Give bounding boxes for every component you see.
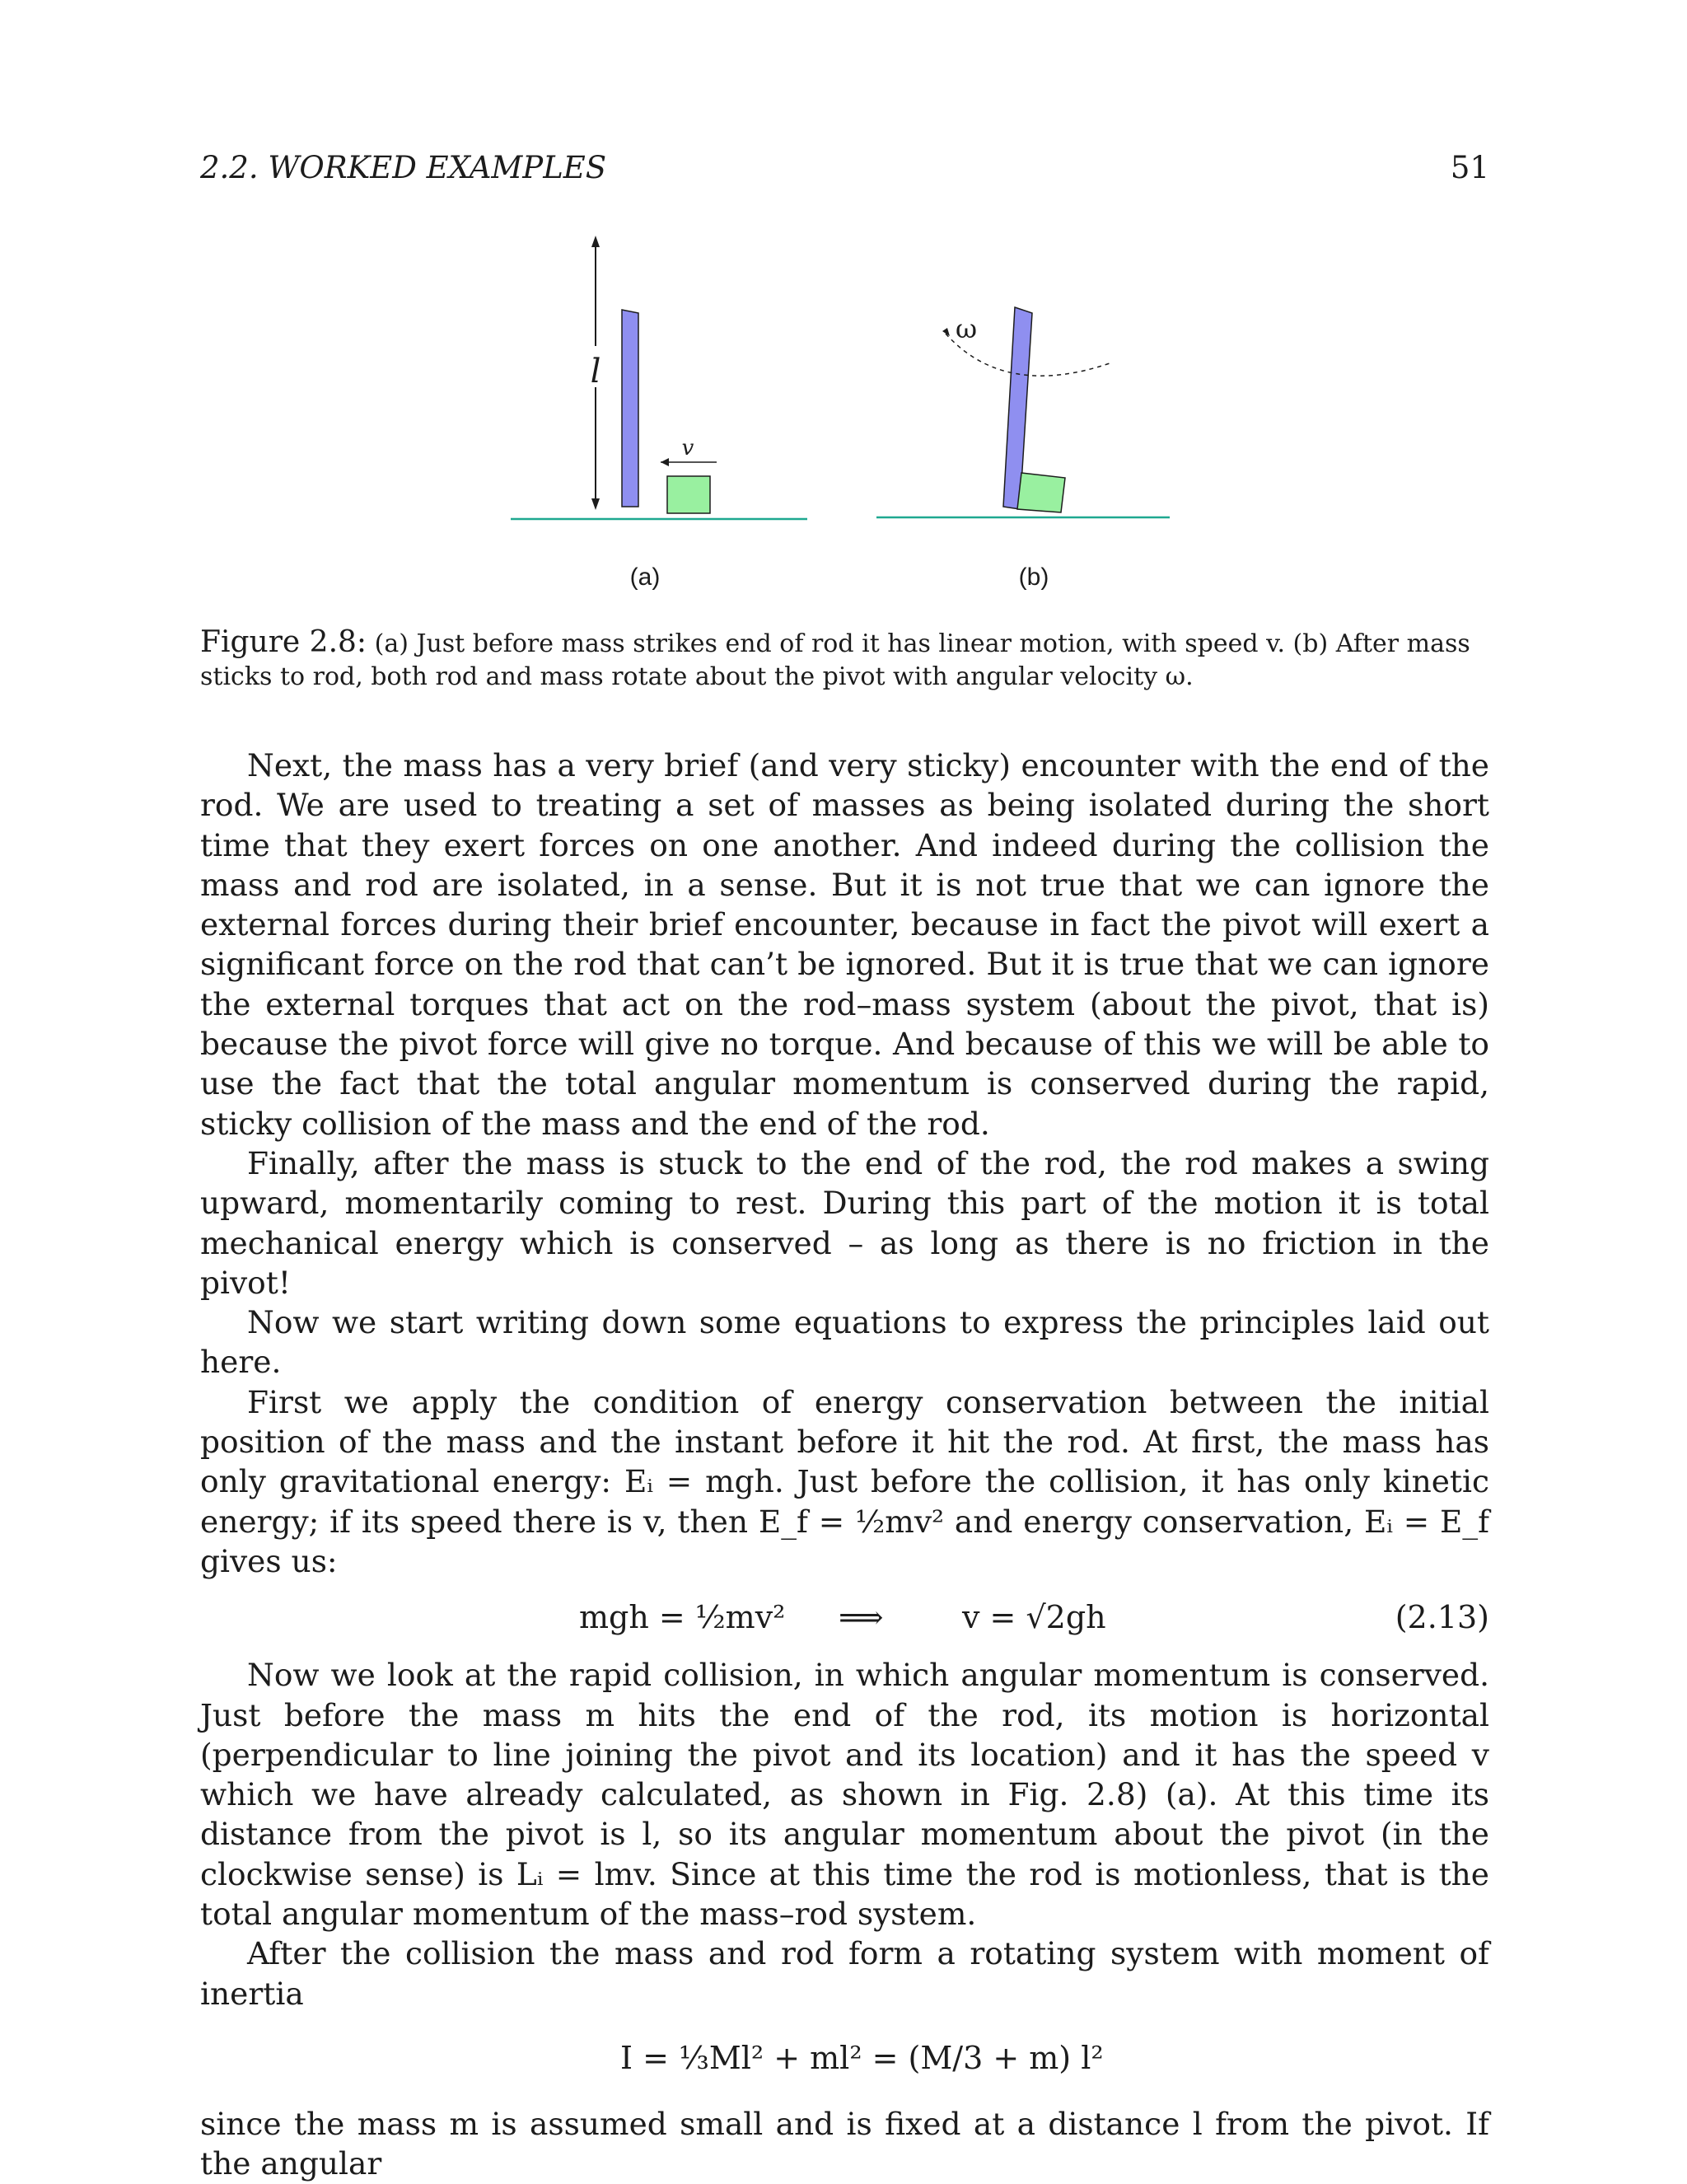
paragraph: since the mass m is assumed small and is fixed at a distance l from the pivot. If the angular [200, 2105, 1489, 2182]
page-number: 51 [1450, 150, 1489, 185]
equation-inertia: I = ⅓Ml² + ml² = (M/3 + m) l² [620, 2039, 1104, 2076]
equation-left: mgh = ½mv² [579, 1599, 786, 1636]
rod-a [622, 310, 638, 507]
panel-b [876, 307, 1170, 591]
paragraph: After the collision the mass and rod form a rotating system with moment of inertia [200, 1935, 1489, 2012]
length-arrow-bottom [591, 498, 600, 510]
equation-number: (2.13) [1395, 1599, 1489, 1636]
figure-caption [200, 626, 1489, 694]
paragraph: Now we start writing down some equations to express the principles laid out here. [200, 1304, 1489, 1381]
figure-2-8 [511, 222, 1186, 601]
mass-a [667, 476, 710, 513]
equation-arrow: ⟹ [839, 1599, 884, 1636]
omega-label: ω [956, 313, 978, 344]
paragraph: Next, the mass has a very brief (and very sticky) encounter with the end of the rod. We are used to treating a set of masses as being isolated during the short time that they exert forces on one another. And indeed during the collision the mass and rod are isolated, in a sense. But it is not true that we can ignore the external forces during their brief encounter, because in fact the pivot will exert a significant force on the rod that can’t be ignored. But it is true that we can ignore the external torques that act on the rod–mass system (about the pivot, that is) because the pivot force will give no torque. And because of this we will be able to use the fact that the total angular momentum is conserved during the rapid, sticky collision of the mass and the end of the rod. [200, 747, 1489, 1142]
paragraph: Now we look at the rapid collision, in which angular momentum is conserved. Just before the mass m hits the end of the rod, its motion is horizontal (perpendicular to line joining the pivot and its location) and it has the speed v which we have already calculated, as shown in Fig. 2.8) (a). At this time its distance from the pivot is l, so its angular momentum about the pivot (in the clockwise sense) is Lᵢ = lmv. Since at this time the rod is motionless, that is the total angular momentum of the mass–rod system. [200, 1657, 1489, 1933]
mass-b [1017, 473, 1065, 512]
paragraph: First we apply the condition of energy conservation between the initial position of the mass and the instant before it hit the rod. At first, the mass has only gravitational energy: Eᵢ = mgh. Just before the collision, it has only kinetic energy; if its speed there is v, then E_f = ½mv² and energy conservation, Eᵢ = E_f gives us: [200, 1383, 1489, 1579]
panel-b-label: (b) [1018, 564, 1049, 591]
equation-right: v = √2gh [962, 1599, 1106, 1636]
caption-lead: Figure 2.8: [200, 625, 367, 659]
length-arrow-top [591, 236, 600, 247]
velocity-arrowhead [661, 458, 669, 466]
panel-a-label: (a) [629, 564, 661, 591]
body-text [200, 746, 1489, 2184]
length-label: l [590, 353, 601, 391]
equation-moment-of-inertia [200, 2013, 1489, 2104]
section-title: 2.2. WORKED EXAMPLES [200, 150, 607, 185]
equation-2-13 [200, 1581, 1489, 1655]
caption-text: (a) Just before mass strikes end of rod it has linear motion, with speed v. (b) After mass sticks to rod, both rod and mass rotate about the pivot with angular velocity ω. [200, 629, 1470, 691]
running-header [200, 150, 1489, 196]
velocity-label: v [681, 436, 694, 461]
panel-a [511, 236, 807, 591]
paragraph: Finally, after the mass is stuck to the end of the rod, the rod makes a swing upward, momentarily coming to rest. During this part of the motion it is total mechanical energy which is conserved – as long as there is no friction in the pivot! [200, 1144, 1489, 1301]
